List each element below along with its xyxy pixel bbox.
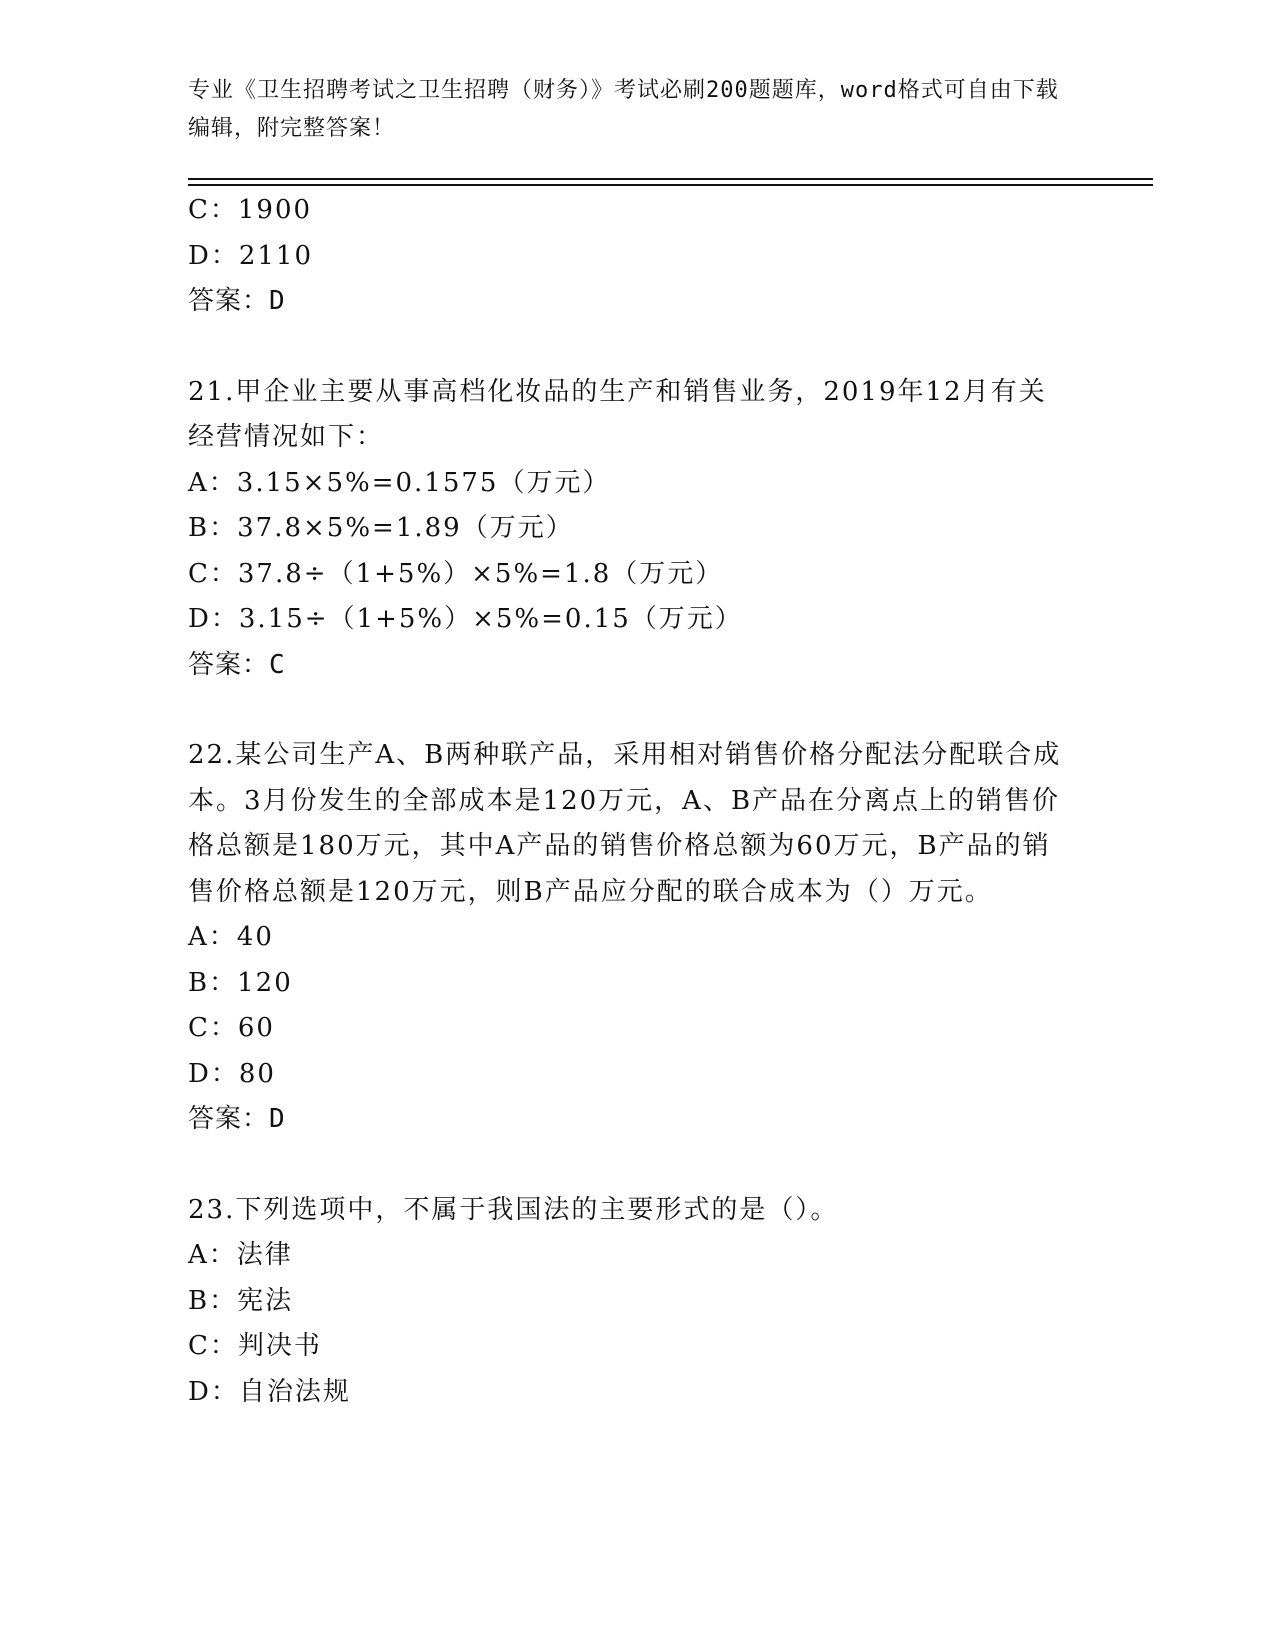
header-divider-top — [188, 178, 1153, 180]
option-c: C：37.8÷（1+5%）×5%=1.8（万元） — [188, 558, 724, 589]
option-d: D：自治法规 — [188, 1376, 351, 1407]
option-c: C：1900 — [188, 195, 313, 225]
spacer — [188, 325, 1068, 370]
question-text: 22.某公司生产A、B两种联产品，采用相对销售价格分配法分配联合成本。3月份发生的全部成本是120万元，A、B产品在分离点上的销售价格总额是180万元，其中A产品的销售价格总额为60万元，B产品的销售价格总额是120万元，则B产品应分配的联合成本为（）万元。 — [188, 740, 1062, 907]
header-divider-bottom — [188, 184, 1153, 186]
option-c: C：判决书 — [188, 1331, 322, 1361]
question-block-22 — [188, 733, 1068, 1143]
prev-question-block — [188, 188, 1068, 325]
spacer — [188, 1143, 1068, 1188]
question-text: 23.下列选项中，不属于我国法的主要形式的是（）。 — [188, 1194, 839, 1225]
option-b: B：宪法 — [188, 1285, 294, 1316]
question-block-23 — [188, 1188, 1068, 1416]
option-a: A：40 — [188, 922, 274, 952]
option-a: A：3.15×5%=0.1575（万元） — [188, 467, 611, 498]
option-d: D：2110 — [188, 240, 314, 271]
answer-line: 答案：C — [188, 649, 286, 680]
option-b: B：37.8×5%=1.89（万元） — [188, 513, 574, 543]
answer-line: 答案：D — [188, 1104, 286, 1134]
option-b: B：120 — [188, 967, 293, 998]
option-c: C：60 — [188, 1013, 275, 1043]
answer-line: 答案：D — [188, 286, 286, 316]
spacer — [188, 688, 1068, 733]
option-d: D：3.15÷（1+5%）×5%=0.15（万元） — [188, 604, 743, 634]
option-d: D：80 — [188, 1058, 276, 1089]
option-a: A：法律 — [188, 1240, 293, 1270]
document-header: 专业《卫生招聘考试之卫生招聘（财务）》考试必刷200题题库，word格式可自由下载编辑，附完整答案！ — [188, 78, 1059, 141]
document-body — [188, 188, 1068, 1415]
question-block-21 — [188, 370, 1068, 689]
question-text: 21.甲企业主要从事高档化妆品的生产和销售业务，2019年12月有关经营情况如下： — [188, 376, 1047, 452]
